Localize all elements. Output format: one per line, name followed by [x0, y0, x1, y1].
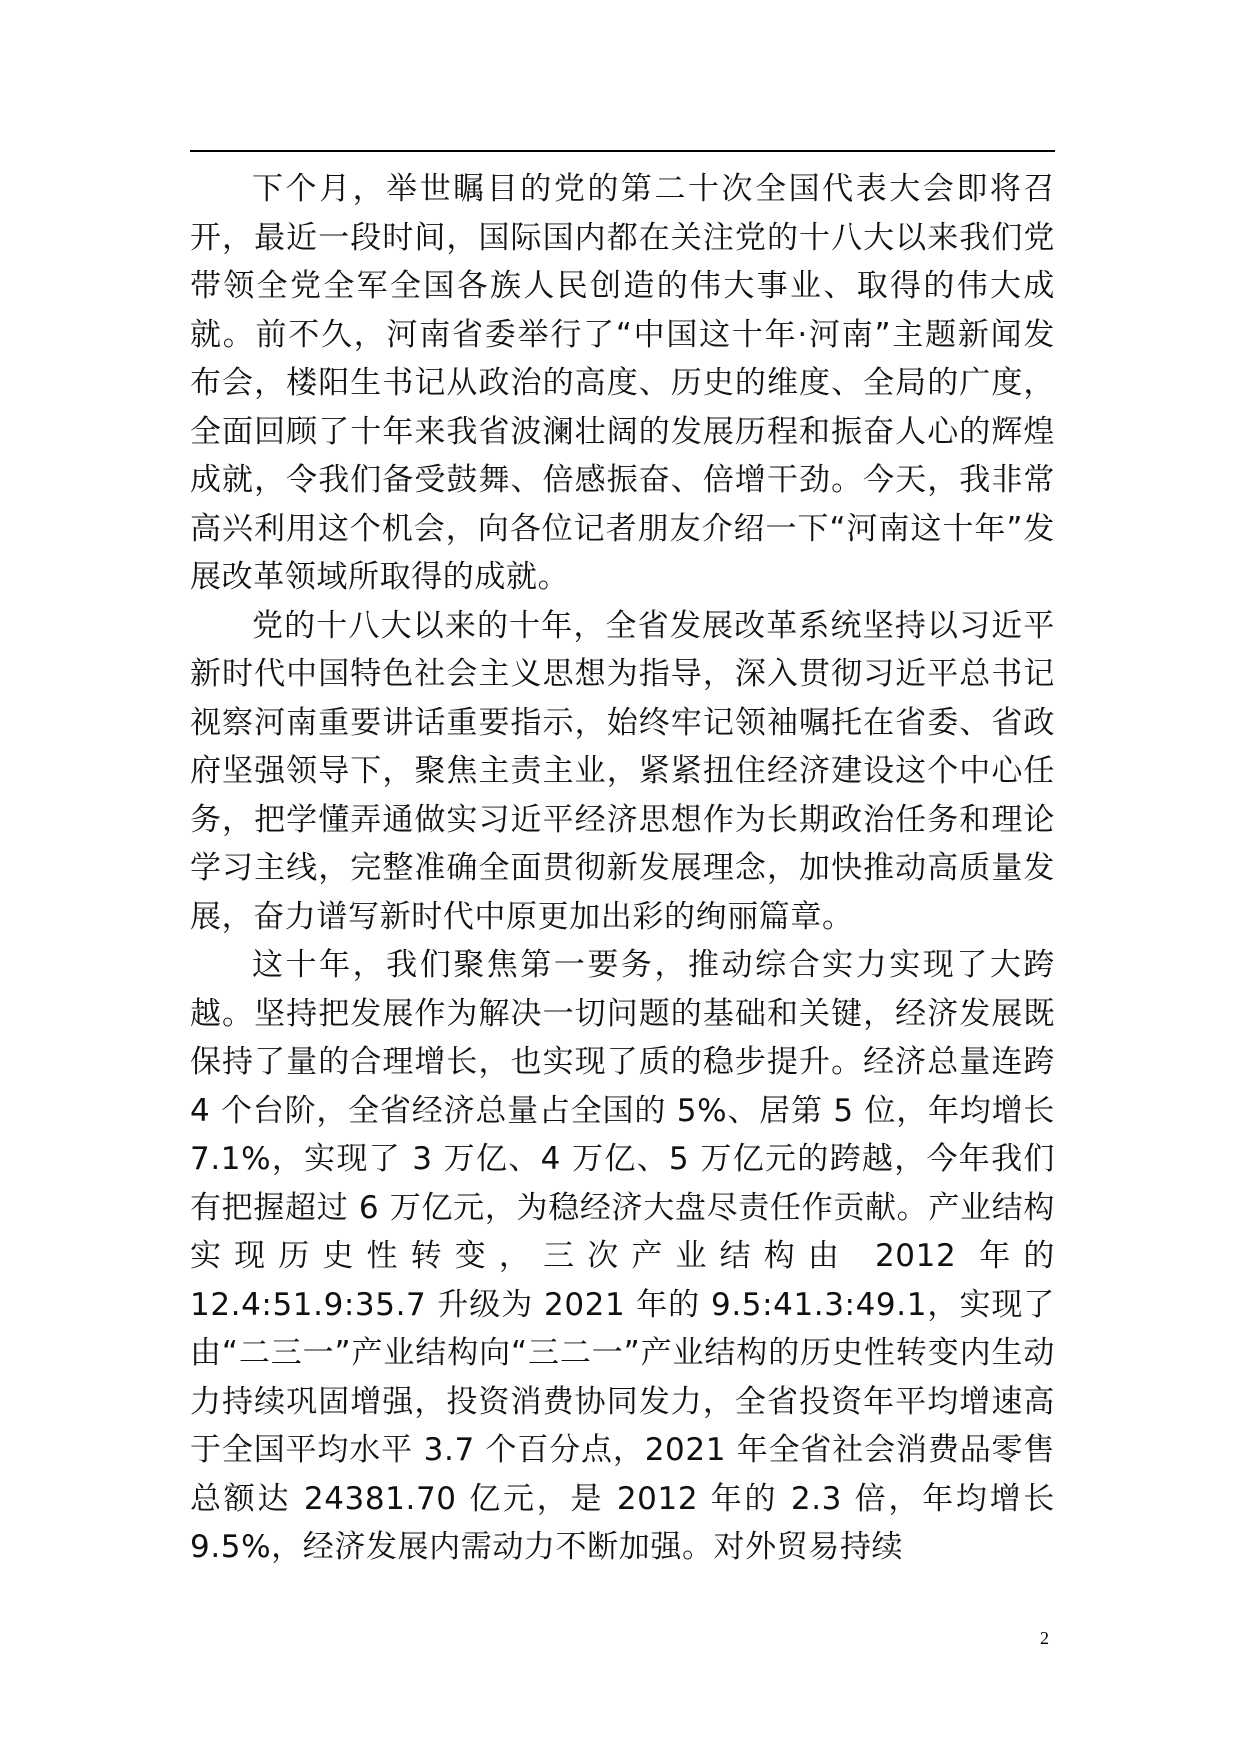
paragraph: 这十年，我们聚焦第一要务，推动综合实力实现了大跨越。坚持把发展作为解决一切问题的基础和关键，经济发展既保持了量的合理增长，也实现了质的稳步提升。经济总量连跨 4 个台阶，全省经济总量占全国的 5%、居第 5 位，年均增长 7.1%，实现了 3 万亿、4 万亿、5 万亿元的跨越，今年我们有把握超过 6 万亿元，为稳经济大盘尽责任作贡献。产业结构实现历史性转变，三次产业结构由 2012 年的 12.4:51.9:35.7 升级为 2021 年的 9.5:41.3:49.1，实现了由“二三一”产业结构向“三二一”产业结构的历史性转变内生动力持续巩固增强，投资消费协同发力，全省投资年平均增速高于全国平均水平 3.7 个百分点，2021 年全省社会消费品零售总额达 24381.70 亿元，是 2012 年的 2.3 倍，年均增长 9.5%，经济发展内需动力不断加强。对外贸易持续 [190, 947, 1055, 1565]
header-rule [190, 150, 1055, 152]
body-text [190, 165, 1055, 1572]
page-number: 2 [1040, 1628, 1049, 1648]
paragraph: 下个月，举世瞩目的党的第二十次全国代表大会即将召开，最近一段时间，国际国内都在关注党的十八大以来我们党带领全党全军全国各族人民创造的伟大事业、取得的伟大成就。前不久，河南省委举行了“中国这十年·河南”主题新闻发布会，楼阳生书记从政治的高度、历史的维度、全局的广度，全面回顾了十年来我省波澜壮阔的发展历程和振奋人心的辉煌成就，令我们备受鼓舞、倍感振奋、倍增干劲。今天，我非常高兴利用这个机会，向各位记者朋友介绍一下“河南这十年”发展改革领域所取得的成就。 [190, 171, 1055, 595]
paragraph: 党的十八大以来的十年，全省发展改革系统坚持以习近平新时代中国特色社会主义思想为指导，深入贯彻习近平总书记视察河南重要讲话重要指示，始终牢记领袖嘱托在省委、省政府坚强领导下，聚焦主责主业，紧紧扭住经济建设这个中心任务，把学懂弄通做实习近平经济思想作为长期政治任务和理论学习主线，完整准确全面贯彻新发展理念，加快推动高质量发展，奋力谱写新时代中原更加出彩的绚丽篇章。 [190, 607, 1055, 935]
